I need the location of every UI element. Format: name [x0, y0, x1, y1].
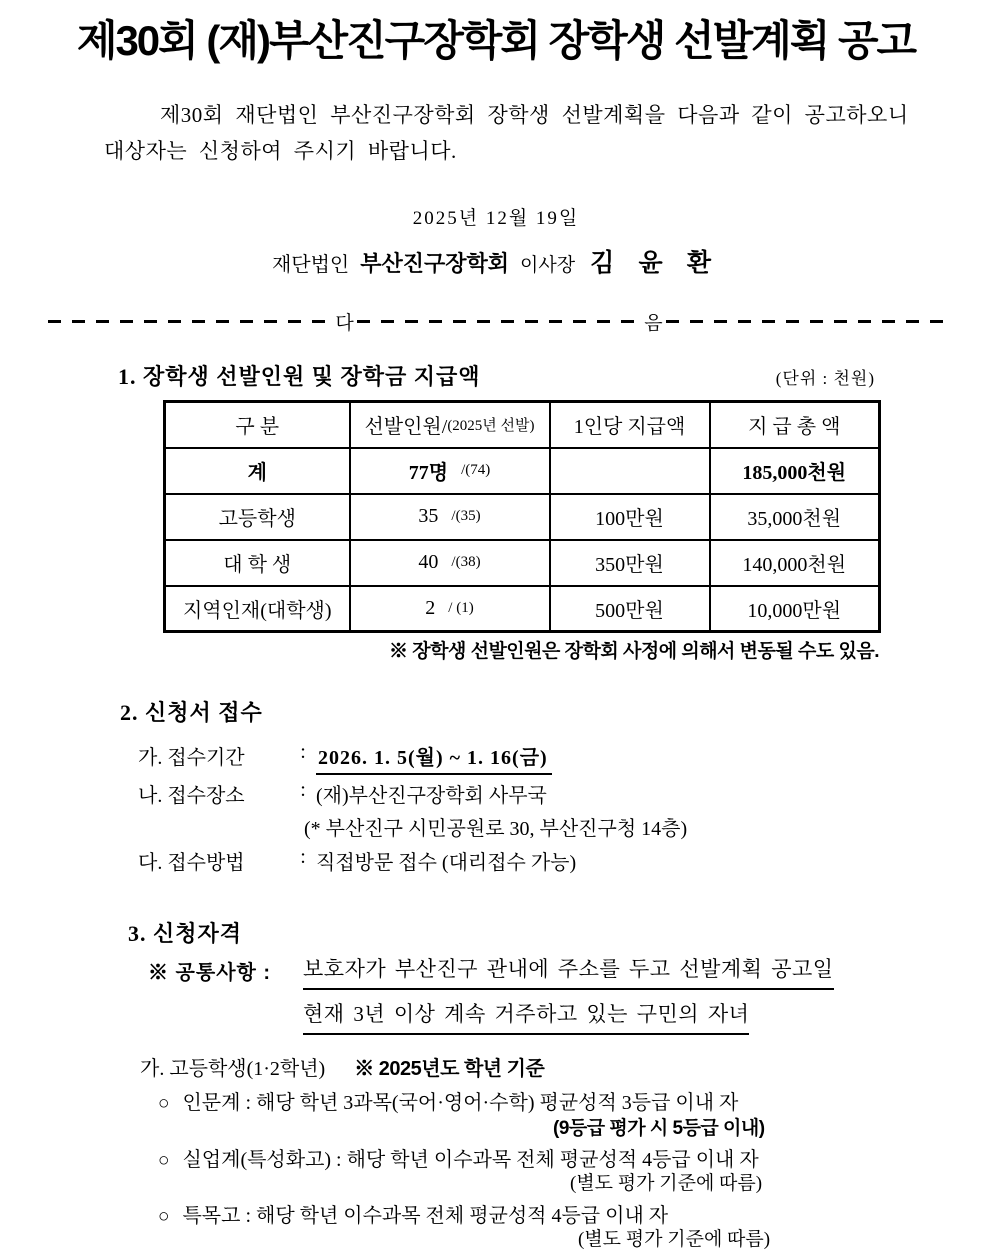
colon: : — [300, 741, 306, 763]
apply-place-value: (재)부산진구장학회 사무국 — [316, 785, 547, 807]
apply-period-value: 2026. 1. 5(월) ~ 1. 16(금) — [316, 741, 552, 775]
dashed-separator — [48, 308, 950, 334]
circle-bullet-icon: ○ — [158, 1093, 170, 1114]
criteria-text: 실업계(특성화고) : 해당 학년 이수과목 전체 평균성적 4등급 이내 자 — [182, 1149, 759, 1171]
cell-per-person — [550, 448, 710, 494]
common-requirement-label: ※ 공통사항 : — [148, 962, 272, 984]
count-sub: /(74) — [461, 462, 491, 478]
circle-bullet-icon: ○ — [158, 1150, 170, 1171]
signature-role: 이사장 — [520, 255, 576, 276]
count-value: 40 — [418, 551, 439, 573]
signature-org: 부산진구장학회 — [360, 251, 510, 276]
cell-category: 지역인재(대학생) — [165, 586, 350, 632]
common-requirement-line1: 보호자가 부산진구 관내에 주소를 두고 선발계획 공고일 — [303, 953, 834, 990]
apply-method-label: 다. 접수방법 — [138, 852, 245, 874]
table-row-total — [165, 448, 880, 494]
apply-place-label: 나. 접수장소 — [138, 785, 245, 807]
cell-category: 대 학 생 — [165, 540, 350, 586]
section1-heading-row — [118, 360, 875, 391]
dash-segment — [357, 320, 641, 323]
common-requirement-line2: 현재 3년 이상 계속 거주하고 있는 구민의 자녀 — [303, 998, 749, 1035]
cell-count — [350, 540, 550, 586]
table-footnote: ※ 장학생 선발인원은 장학회 사정에 의해서 변동될 수도 있음. — [388, 641, 879, 662]
cell-per-person: 350만원 — [550, 540, 710, 586]
intro-line-1: 제30회 재단법인 부산진구장학회 장학생 선발계획을 다음과 같이 공고하오니 — [160, 103, 909, 127]
table-row-university — [165, 540, 880, 586]
count-sub: /(35) — [451, 508, 481, 524]
criteria-item-humanities — [158, 1086, 738, 1115]
count-sub: / (1) — [448, 599, 474, 616]
signature-line — [0, 243, 992, 279]
highschool-subheading — [140, 1052, 544, 1081]
count-value: 2 — [425, 596, 436, 619]
cell-per-person: 500만원 — [550, 586, 710, 632]
cell-count — [350, 586, 550, 632]
apply-place-address: (* 부산진구 시민공원로 30, 부산진구청 14층) — [304, 818, 688, 840]
apply-method-row — [138, 846, 576, 875]
cell-category: 고등학생 — [165, 494, 350, 540]
circle-bullet-icon: ○ — [158, 1206, 170, 1227]
signature-name: 김 윤 환 — [590, 250, 721, 277]
cell-total: 10,000만원 — [710, 586, 880, 632]
header-per-person: 1인당 지급액 — [550, 402, 710, 448]
header-count-inner — [351, 410, 549, 439]
cell-count — [350, 494, 550, 540]
section2-heading: 2. 신청서 접수 — [120, 700, 263, 725]
header-count-sub: (2025년 선발) — [447, 418, 535, 435]
separator-label-left: 다 — [335, 312, 354, 334]
criteria-note-humanities: (9등급 평가 시 5등급 이내) — [553, 1118, 765, 1139]
cell-category: 계 — [165, 448, 350, 494]
cell-total: 185,000천원 — [710, 448, 880, 494]
dash-segment — [48, 320, 332, 323]
page-title: 제30회 (재)부산진구장학회 장학생 선발계획 공고 — [76, 17, 916, 64]
separator-label-right: 음 — [644, 312, 663, 334]
highschool-subheading-text: 가. 고등학생(1·2학년) — [140, 1058, 326, 1080]
table-row-highschool — [165, 494, 880, 540]
unit-note: (단위 : 천원) — [775, 369, 875, 388]
count-sub: /(38) — [451, 554, 481, 570]
header-count-main: 선발인원/ — [364, 416, 448, 439]
apply-period-label: 가. 접수기간 — [138, 747, 245, 769]
dash-segment — [666, 320, 950, 323]
criteria-note-special: (별도 평가 기준에 따름) — [578, 1229, 771, 1250]
apply-place-row — [138, 779, 547, 808]
count-value: 35 — [418, 505, 439, 527]
criteria-text: 인문계 : 해당 학년 3과목(국어·영어·수학) 평균성적 3등급 이내 자 — [182, 1092, 739, 1114]
table-row-regional — [165, 586, 880, 632]
criteria-note-vocational: (별도 평가 기준에 따름) — [570, 1173, 763, 1194]
highschool-subheading-note: ※ 2025년도 학년 기준 — [354, 1058, 545, 1080]
header-total: 지 급 총 액 — [710, 402, 880, 448]
table-header-row — [165, 402, 880, 448]
selection-table — [163, 400, 881, 633]
header-count — [350, 402, 550, 448]
cell-total: 140,000천원 — [710, 540, 880, 586]
cell-total: 35,000천원 — [710, 494, 880, 540]
apply-period-row — [138, 741, 552, 775]
section1-heading: 1. 장학생 선발인원 및 장학금 지급액 — [118, 364, 481, 389]
intro-line-2: 대상자는 신청하여 주시기 바랍니다. — [104, 139, 457, 163]
count-value: 77명 — [408, 462, 449, 484]
colon: : — [300, 846, 306, 868]
section3-heading: 3. 신청자격 — [128, 921, 243, 946]
signature-prefix: 재단법인 — [271, 254, 350, 276]
announcement-date: 2025년 12월 19일 — [412, 208, 580, 229]
colon: : — [300, 779, 306, 801]
cell-per-person: 100만원 — [550, 494, 710, 540]
criteria-text: 특목고 : 해당 학년 이수과목 전체 평균성적 4등급 이내 자 — [182, 1205, 669, 1227]
apply-method-value: 직접방문 접수 (대리접수 가능) — [316, 852, 577, 874]
cell-count — [350, 448, 550, 494]
header-category: 구 분 — [165, 402, 350, 448]
